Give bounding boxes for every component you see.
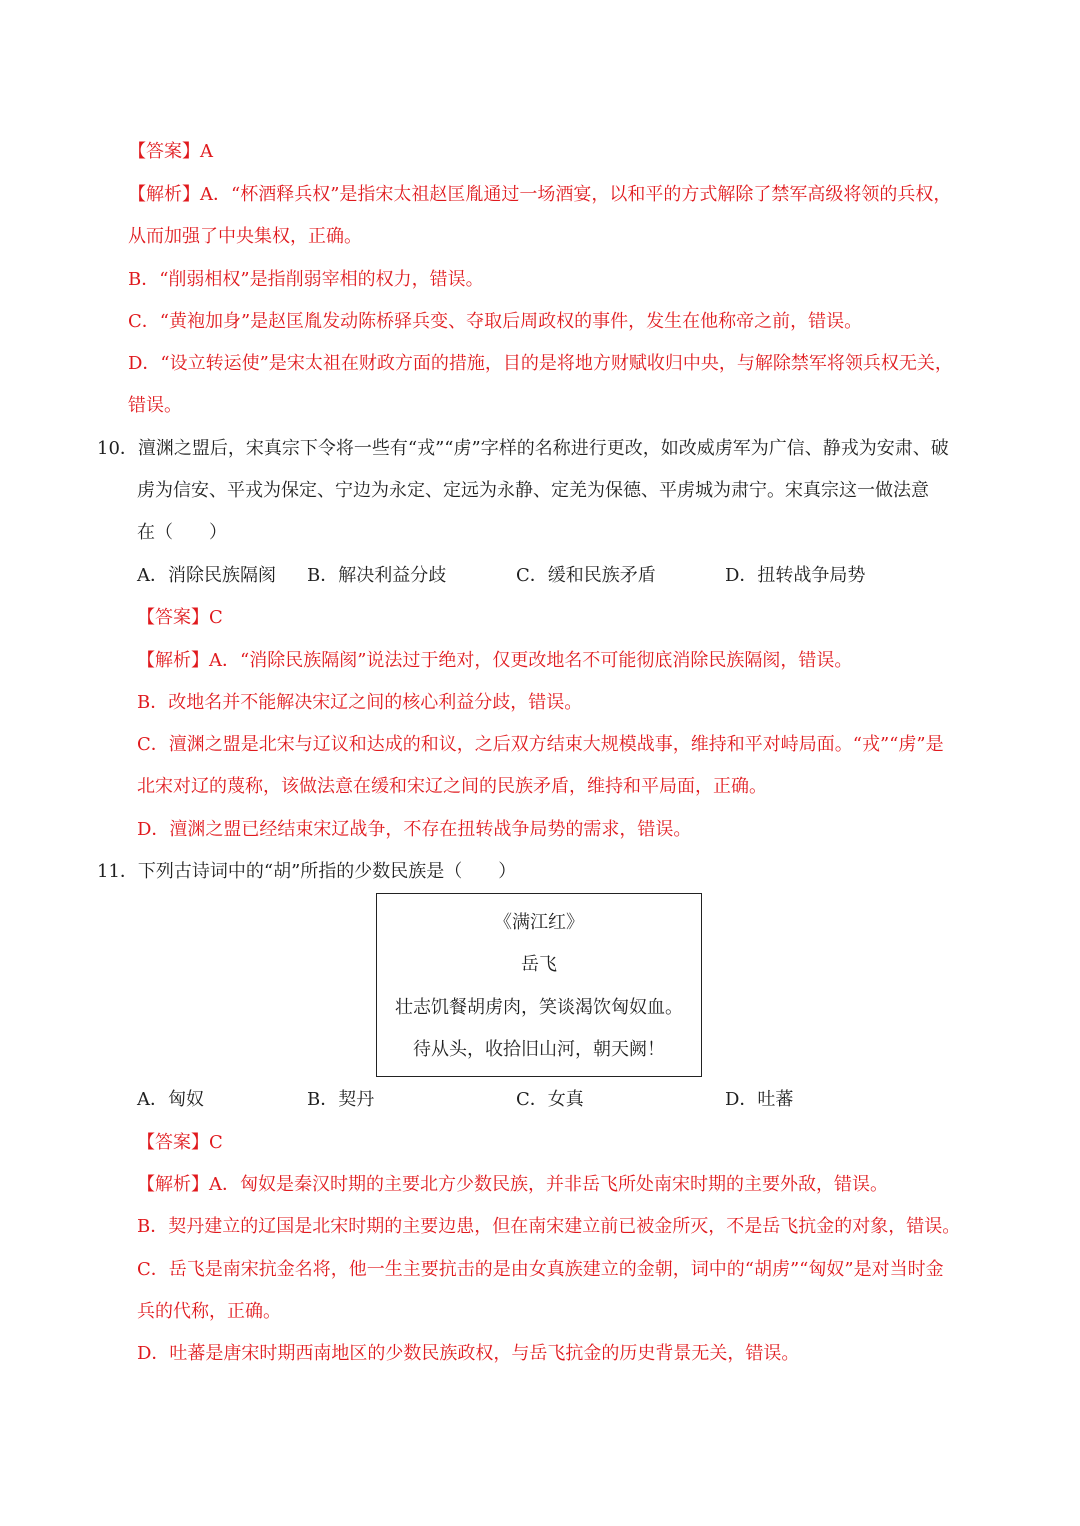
q10-option-d: D．扭转战争局势 bbox=[725, 565, 866, 586]
q11-answer: 【答案】C bbox=[137, 1132, 223, 1153]
q9-analysis-line: 错误。 bbox=[128, 395, 182, 416]
poem-box bbox=[376, 893, 702, 1077]
poem-title: 《满江红》 bbox=[494, 912, 584, 933]
q10-analysis-line: 【解析】A．“消除民族隔阂”说法过于绝对，仅更改地名不可能彻底消除民族隔阂，错误。 bbox=[137, 650, 853, 671]
q9-analysis-line: D．“设立转运使”是宋太祖在财政方面的措施，目的是将地方财赋收归中央，与解除禁军将领兵权无关， bbox=[128, 353, 953, 374]
q9-analysis-line: B．“削弱相权”是指削弱宰相的权力，错误。 bbox=[128, 269, 484, 290]
q9-analysis-line: 【解析】A．“杯酒释兵权”是指宋太祖赵匡胤通过一场酒宴，以和平的方式解除了禁军高级将领的兵权， bbox=[128, 184, 952, 205]
q10-option-c: C．缓和民族矛盾 bbox=[516, 565, 656, 586]
q10-stem-line: 在（ ） bbox=[137, 522, 227, 543]
q10-analysis-line: 北宋对辽的蔑称，该做法意在缓和宋辽之间的民族矛盾，维持和平局面，正确。 bbox=[137, 776, 767, 797]
poem-line: 待从头，收拾旧山河，朝天阙！ bbox=[413, 1039, 665, 1060]
q11-option-b: B．契丹 bbox=[307, 1089, 375, 1110]
q11-option-a: A．匈奴 bbox=[137, 1089, 204, 1110]
q11-option-d: D．吐蕃 bbox=[725, 1089, 794, 1110]
q11-stem: 11．下列古诗词中的“胡”所指的少数民族是（ ） bbox=[97, 861, 517, 882]
q10-option-a: A．消除民族隔阂 bbox=[137, 565, 276, 586]
q10-analysis-line: D．澶渊之盟已经结束宋辽战争，不存在扭转战争局势的需求，错误。 bbox=[137, 819, 692, 840]
poem-author: 岳飞 bbox=[521, 954, 557, 975]
q9-analysis-line: C．“黄袍加身”是赵匡胤发动陈桥驿兵变、夺取后周政权的事件，发生在他称帝之前，错误。 bbox=[128, 311, 863, 332]
q10-analysis-line: C．澶渊之盟是北宋与辽议和达成的和议，之后双方结束大规模战事，维持和平对峙局面。“戎”“虏”是 bbox=[137, 734, 944, 755]
q10-analysis-line: B．改地名并不能解决宋辽之间的核心利益分歧，错误。 bbox=[137, 692, 583, 713]
q10-stem-line: 10．澶渊之盟后，宋真宗下令将一些有“戎”“虏”字样的名称进行更改，如改威虏军为广信、静戎为安肃、破 bbox=[97, 438, 949, 459]
q11-analysis-line: D．吐蕃是唐宋时期西南地区的少数民族政权，与岳飞抗金的历史背景无关，错误。 bbox=[137, 1343, 800, 1364]
q11-analysis-line: C．岳飞是南宋抗金名将，他一生主要抗击的是由女真族建立的金朝，词中的“胡虏”“匈奴”是对当时金 bbox=[137, 1259, 944, 1280]
q10-answer: 【答案】C bbox=[137, 607, 223, 628]
q11-analysis-line: 兵的代称，正确。 bbox=[137, 1301, 281, 1322]
q11-analysis-line: B．契丹建立的辽国是北宋时期的主要边患，但在南宋建立前已被金所灭，不是岳飞抗金的对象，错误。 bbox=[137, 1216, 961, 1237]
q11-option-c: C．女真 bbox=[516, 1089, 584, 1110]
poem-line: 壮志饥餐胡虏肉，笑谈渴饮匈奴血。 bbox=[395, 997, 683, 1018]
q9-answer: 【答案】A bbox=[128, 141, 213, 162]
q10-stem-line: 虏为信安、平戎为保定、宁边为永定、定远为永静、定羌为保德、平虏城为肃宁。宋真宗这一做法意 bbox=[137, 480, 929, 501]
q9-analysis-line: 从而加强了中央集权，正确。 bbox=[128, 226, 362, 247]
q10-option-b: B．解决利益分歧 bbox=[307, 565, 447, 586]
q11-analysis-line: 【解析】A．匈奴是秦汉时期的主要北方少数民族，并非岳飞所处南宋时期的主要外敌，错误。 bbox=[137, 1174, 888, 1195]
